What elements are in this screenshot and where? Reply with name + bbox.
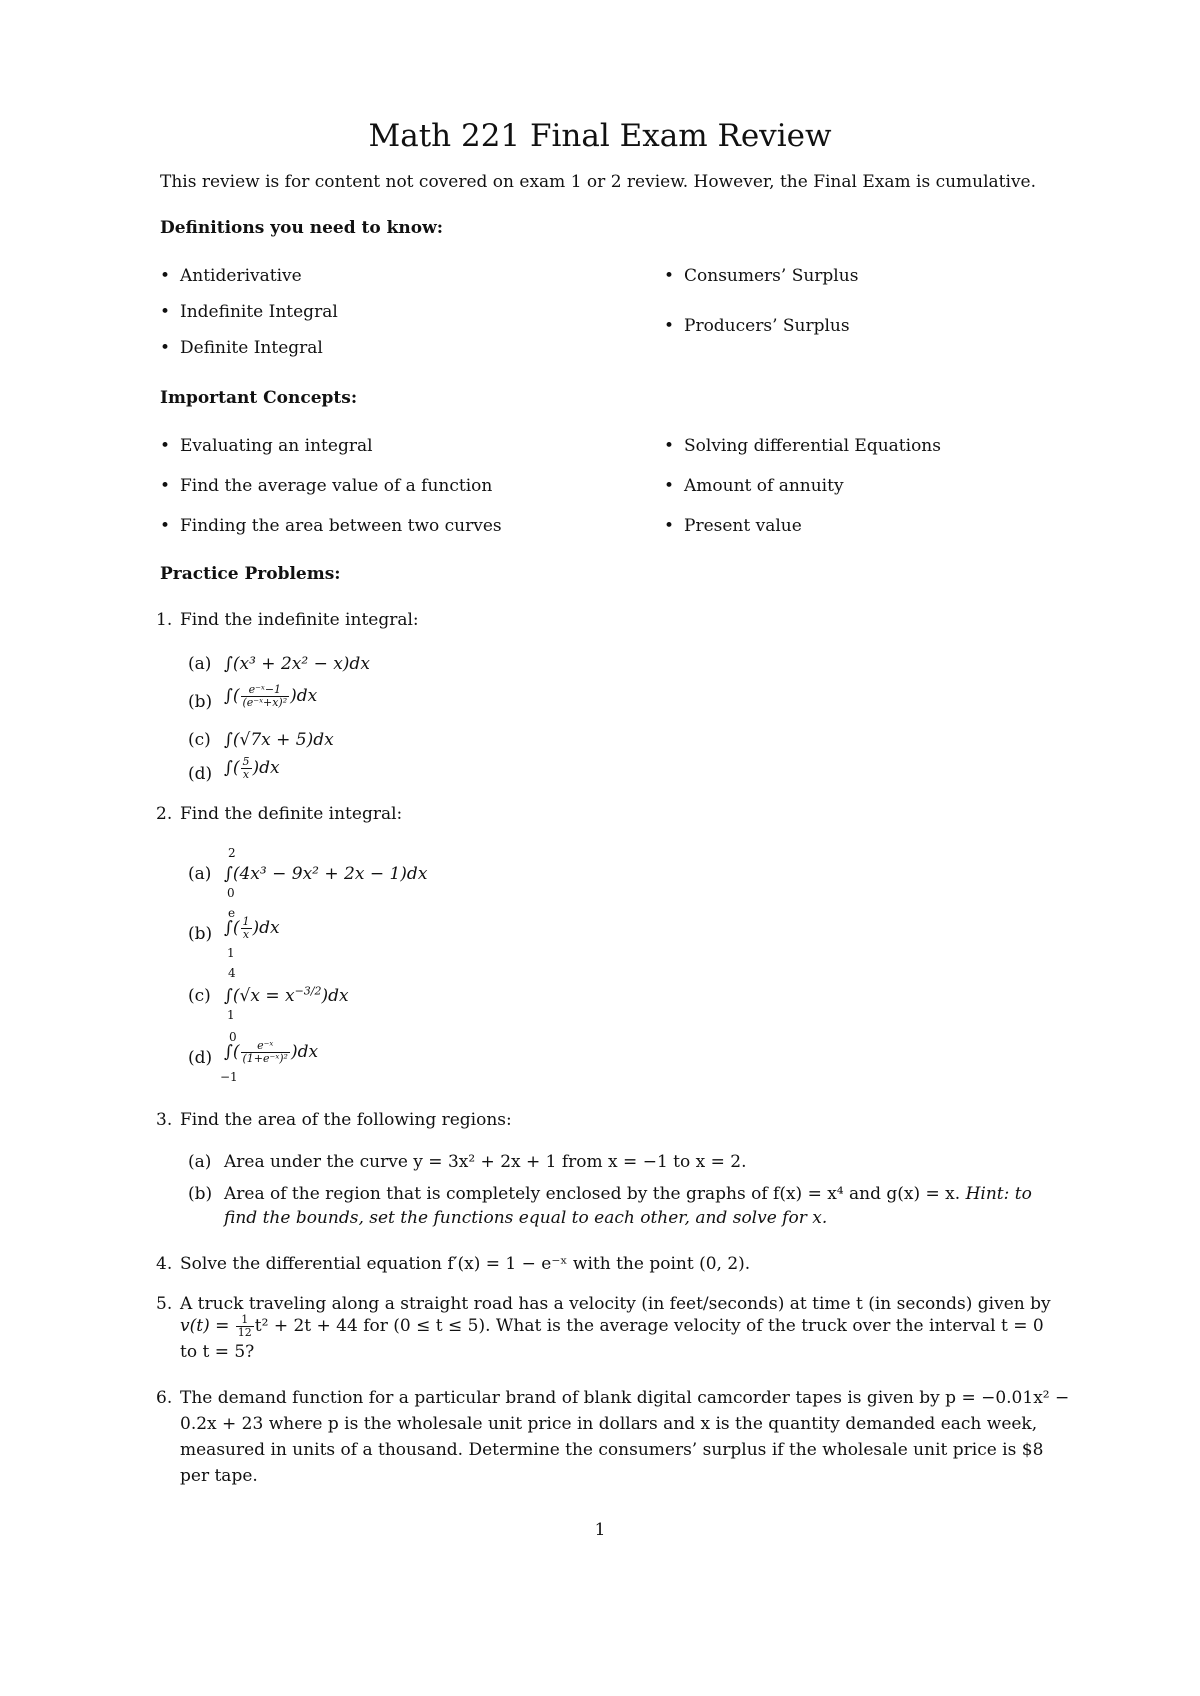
part-label: (b)	[188, 924, 213, 944]
part-label: (d)	[188, 1048, 213, 1068]
problem-number: 4.	[156, 1254, 173, 1274]
part-text: Area of the region that is completely enclosed by the graphs of f(x) = x⁴ and g(x) = x. Hint: to	[224, 1184, 1032, 1204]
practice-heading: Practice Problems:	[160, 564, 341, 584]
part-label: (b)	[188, 1184, 213, 1204]
concept-item: • Amount of annuity	[684, 476, 844, 496]
problem-text: Find the area of the following regions:	[180, 1110, 512, 1130]
concept-item: • Present value	[684, 516, 802, 536]
math-expression: ∫(x³ + 2x² − x)dx	[224, 654, 370, 674]
problem-text: Find the definite integral:	[180, 804, 403, 824]
math-expression: $\int(√x = x^{-3/2})dx$	[224, 984, 349, 1006]
lower-limit: −1	[220, 1070, 238, 1084]
math-expression: ∫( $\frac{\text{e⁻ˣ−1}}{\text{(e⁻ˣ+x)²}}$ )dx	[224, 683, 318, 709]
page-title: Math 221 Final Exam Review	[368, 118, 832, 154]
math-expression: ∫(√7x + 5)dx	[224, 730, 334, 750]
problem-text: to t = 5?	[180, 1342, 255, 1362]
problem-number: 6.	[156, 1388, 173, 1408]
problem-number: 2.	[156, 804, 173, 824]
problem-text: v(t) = $\frac{1}{12}$ t² + 2t + 44 for (0 ≤ t ≤ 5). What is the average velocity of the truck over the interval t = 0	[180, 1313, 1044, 1339]
upper-limit: 2	[228, 846, 236, 860]
problem-number: 5.	[156, 1294, 173, 1314]
math-expression: ∫( $\frac{1}{x}$ )dx	[224, 915, 280, 941]
concept-item: • Find the average value of a function	[180, 476, 492, 496]
problem-text: 0.2x + 23 where p is the wholesale unit price in dollars and x is the quantity demanded each week,	[180, 1414, 1038, 1434]
part-label: (d)	[188, 764, 213, 784]
part-label: (a)	[188, 1152, 212, 1172]
hint-text: find the bounds, set the functions equal to each other, and solve for x.	[224, 1208, 828, 1228]
concept-item: • Solving differential Equations	[684, 436, 941, 456]
part-text: Area under the curve y = 3x² + 2x + 1 from x = −1 to x = 2.	[224, 1152, 747, 1172]
math-expression: ∫( $\frac{5}{x}$ )dx	[224, 755, 280, 781]
problem-text: per tape.	[180, 1466, 258, 1486]
part-label: (a)	[188, 654, 212, 674]
problem-text: measured in units of a thousand. Determine the consumers’ surplus if the wholesale unit price is $8	[180, 1440, 1044, 1460]
problem-number: 1.	[156, 610, 173, 630]
concepts-heading: Important Concepts:	[160, 388, 358, 408]
definition-item: • Antiderivative	[180, 266, 302, 286]
math-expression: ∫(4x³ − 9x² + 2x − 1)dx	[224, 864, 428, 884]
problem-text: Find the indefinite integral:	[180, 610, 419, 630]
upper-limit: e	[228, 906, 236, 920]
problem-text: A truck traveling along a straight road has a velocity (in feet/seconds) at time t (in seconds) given by	[180, 1294, 1051, 1314]
problem-number: 3.	[156, 1110, 173, 1130]
part-label: (c)	[188, 986, 211, 1006]
problem-text: Solve the differential equation f′(x) = 1 − e⁻ˣ with the point (0, 2).	[180, 1254, 751, 1274]
lower-limit: 1	[227, 946, 235, 960]
lower-limit: 1	[227, 1008, 235, 1022]
definitions-heading: Definitions you need to know:	[160, 218, 444, 238]
definition-item: • Indefinite Integral	[180, 302, 338, 322]
math-expression: ∫( $\frac{\text{e⁻ˣ}}{\text{(1+e⁻ˣ)²}}$ )dx	[224, 1039, 319, 1065]
part-label: (b)	[188, 692, 213, 712]
concept-item: • Evaluating an integral	[180, 436, 373, 456]
page-number: 1	[594, 1520, 606, 1540]
definition-item: • Definite Integral	[180, 338, 323, 358]
intro-text: This review is for content not covered on exam 1 or 2 review. However, the Final Exam is cumulative.	[160, 172, 1037, 192]
lower-limit: 0	[227, 886, 235, 900]
concept-item: • Finding the area between two curves	[180, 516, 502, 536]
part-label: (c)	[188, 730, 211, 750]
definition-item: • Consumers’ Surplus	[684, 266, 858, 286]
definition-item: • Producers’ Surplus	[684, 316, 850, 336]
problem-text: The demand function for a particular brand of blank digital camcorder tapes is given by p = −0.01x² −	[180, 1388, 1070, 1408]
upper-limit: 4	[228, 966, 236, 980]
upper-limit: 0	[229, 1030, 237, 1044]
part-label: (a)	[188, 864, 212, 884]
